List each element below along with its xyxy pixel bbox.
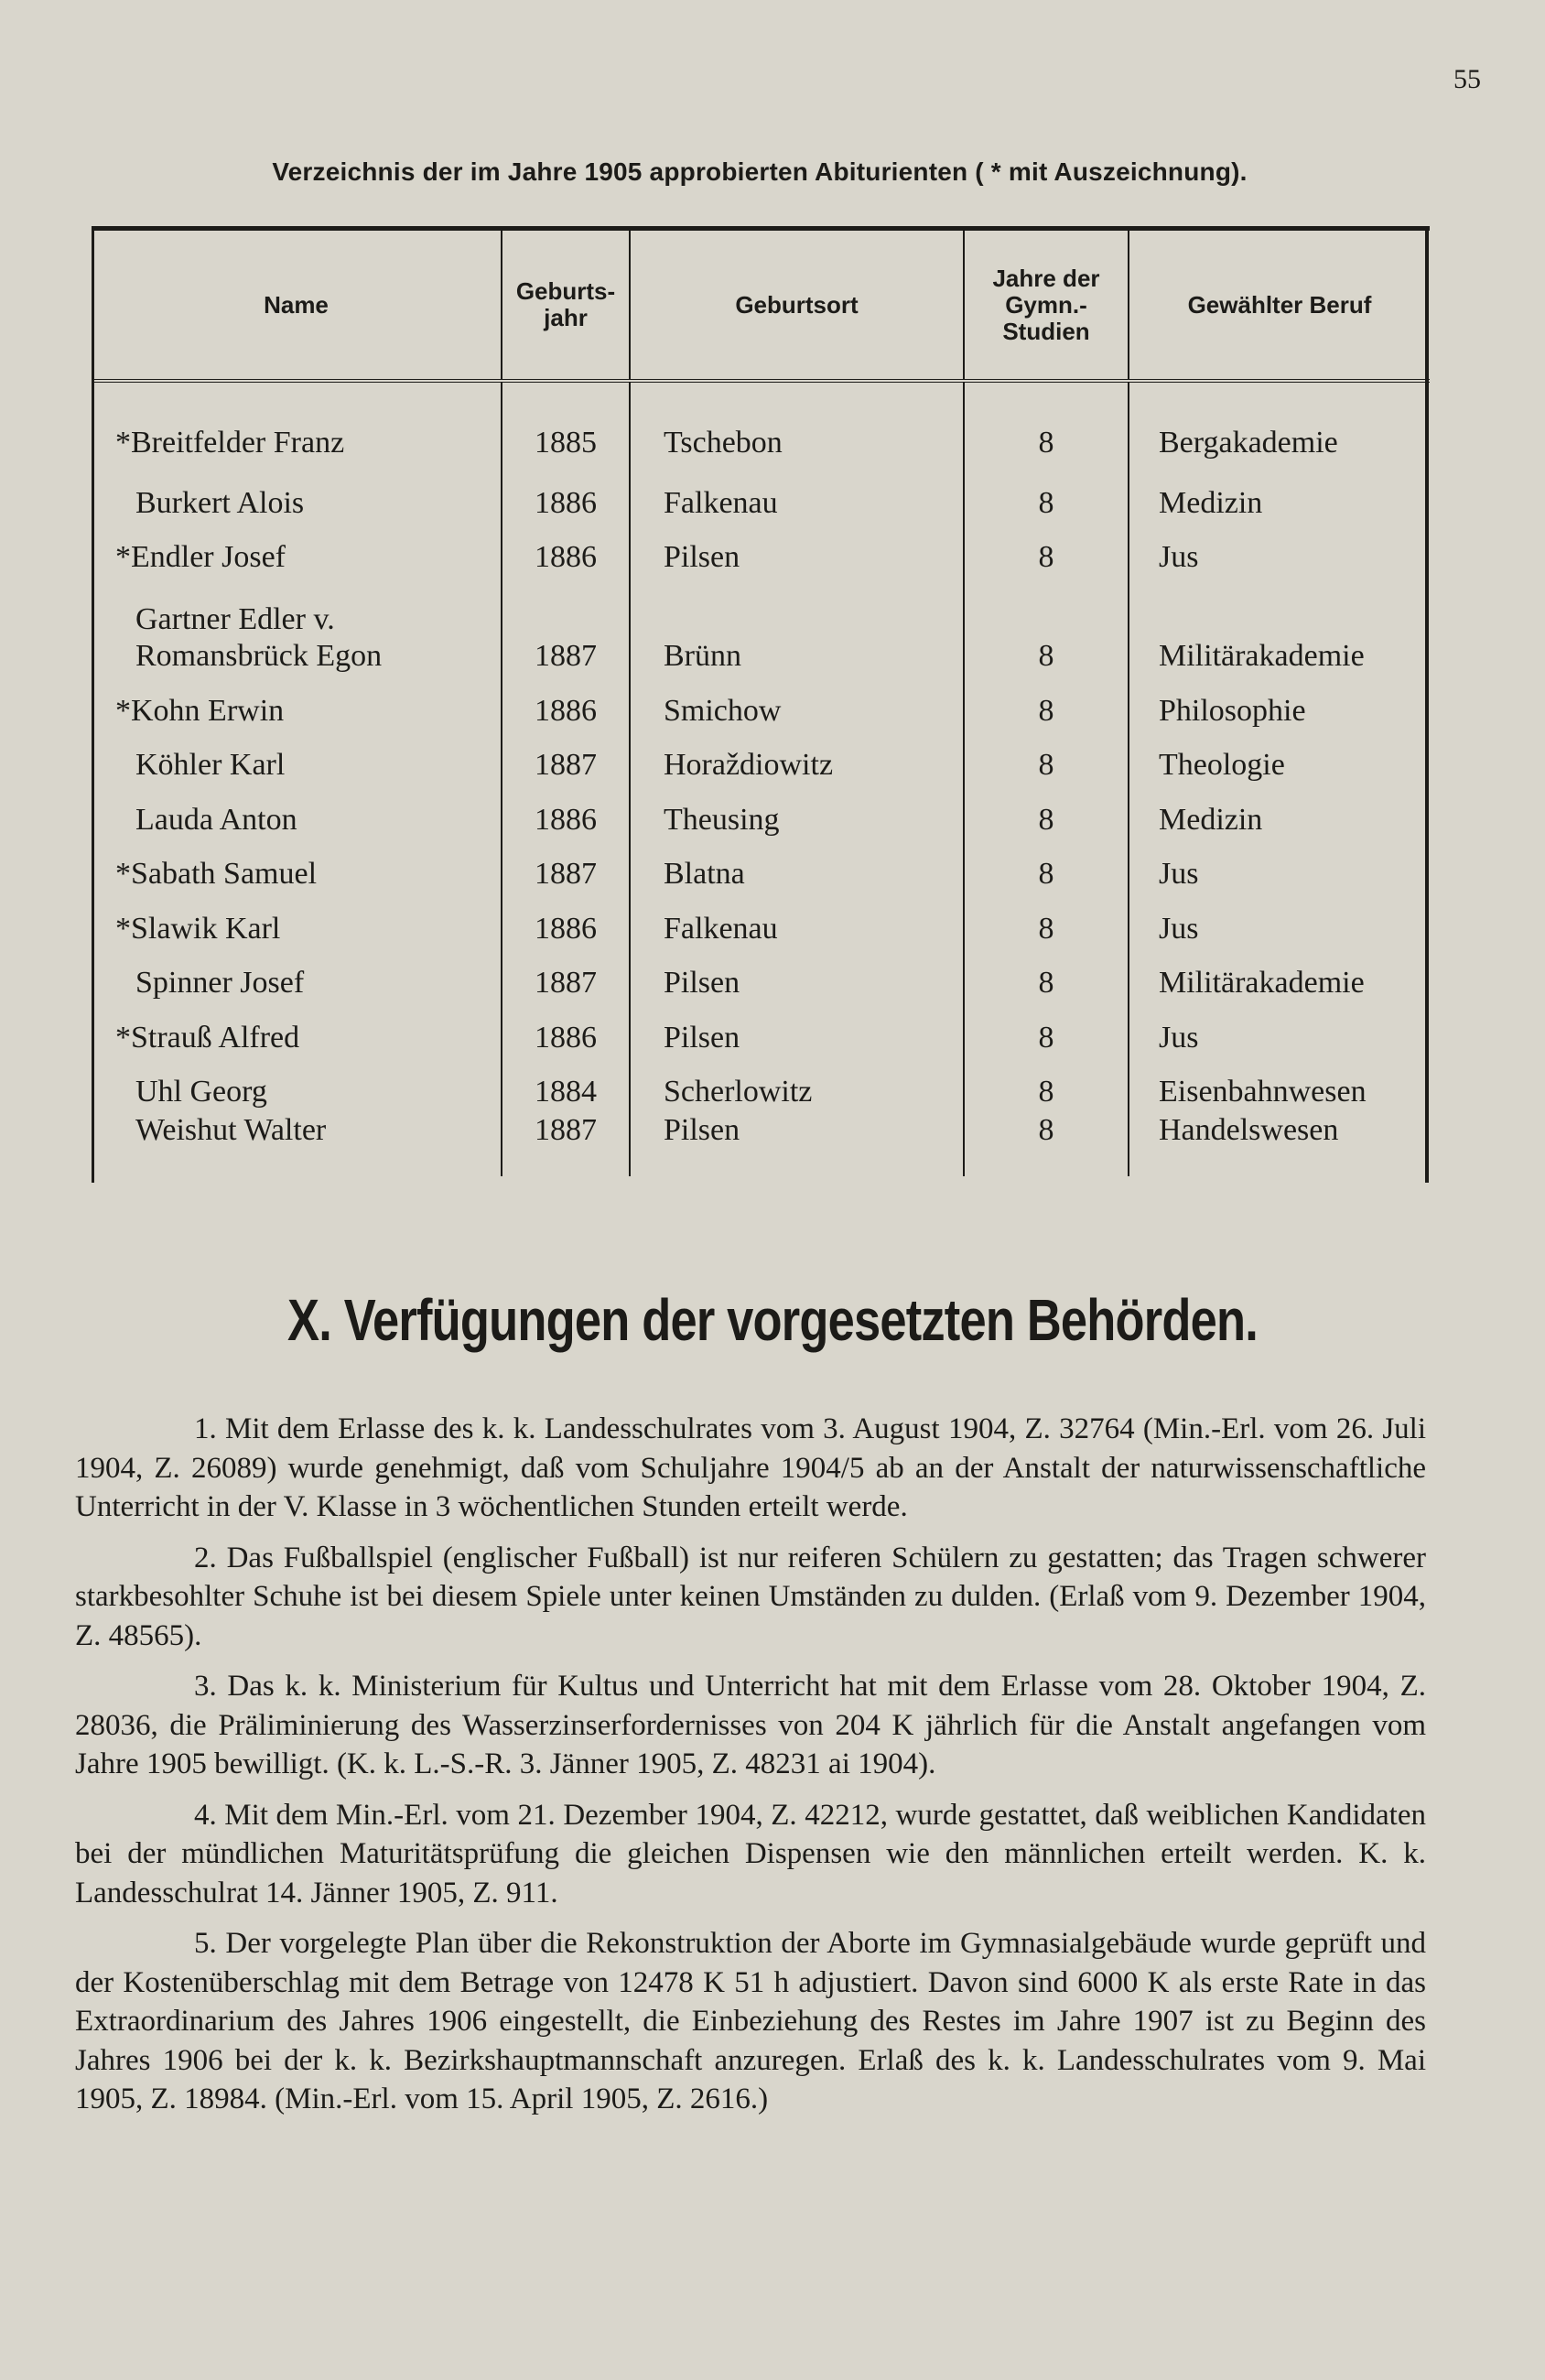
paragraph-5: 5. Der vorgelegte Plan über die Rekonstruktion der Aborte im Gymnasialgebäude wurde geprüft und der Kostenüberschlag mit dem Betrage von 12478 K 51 h adjustiert. Davon sind 6000 K als erste Rate in das Extraordinarium des Jahres 1906 eingestellt, die Einbeziehung des Restes im Jahre 1907 ist zu Beginn des Jahres 1906 bei der k. k. Bezirkshauptmannschaft anzuregen. Erlaß des k. k. Landesschulrates vom 9. Mai 1905, Z. 18984. (Min.-Erl. vom 15. April 1905, Z. 2616.) <box>75 1927 1426 2115</box>
table-header-row <box>92 229 1430 382</box>
cell-name: Spinner Josef <box>92 947 502 1002</box>
cell-birth-year: 1886 <box>502 467 630 522</box>
graduates-table-container <box>92 226 1430 1183</box>
cell-name: Lauda Anton <box>92 784 502 838</box>
cell-study-years: 8 <box>964 675 1129 730</box>
cell-study-years: 8 <box>964 892 1129 947</box>
cell-birth-place: Horaždiowitz <box>630 730 964 784</box>
cell-name: Köhler Karl <box>92 730 502 784</box>
cell-birth-year: 1884 <box>502 1056 630 1111</box>
paragraph-1: 1. Mit dem Erlasse des k. k. Landesschulrates vom 3. August 1904, Z. 32764 (Min.-Erl. vom 26. Juli 1904, Z. 26089) wurde genehmigt, daß vom Schuljahre 1904/5 ab an der Anstalt der naturwissenschaftliche Unterricht in der V. Klasse in 3 wöchentlichen Stunden erteilt werde. <box>75 1412 1426 1523</box>
cell-birth-place: Brünn <box>630 576 964 675</box>
cell-birth-place: Smichow <box>630 675 964 730</box>
section-body <box>75 1410 1426 2131</box>
paragraph-3: 3. Das k. k. Ministerium für Kultus und Unterricht hat mit dem Erlasse vom 28. Oktober 1904, Z. 28036, die Präliminierung des Wasserzinserfordernisses von 204 K jährlich für die Anstalt angefangen vom Jahre 1905 bewilligt. (K. k. L.-S.-R. 3. Jänner 1905, Z. 48231 ai 1904). <box>75 1670 1426 1780</box>
cell-profession: Jus <box>1159 1020 1199 1055</box>
cell-profession: Bergakademie <box>1159 426 1338 460</box>
cell-study-years: 8 <box>964 522 1129 577</box>
table-row <box>92 675 1430 730</box>
cell-birth-place: Scherlowitz <box>630 1056 964 1111</box>
paragraph-4: 4. Mit dem Min.-Erl. vom 21. Dezember 1904, Z. 42212, wurde gestattet, daß weiblichen Kandidaten bei der mündlichen Maturitätsprüfung die gleichen Dispensen wie den männlichen erteilt werden. K. k. Landesschulrat 14. Jänner 1905, Z. 911. <box>75 1798 1426 1909</box>
cell-profession: Theologie <box>1159 748 1285 782</box>
cell-name: *Sabath Samuel <box>92 838 502 893</box>
cell-birth-year: 1886 <box>502 522 630 577</box>
cell-study-years: 8 <box>964 1001 1129 1056</box>
cell-profession: Medizin <box>1159 485 1263 520</box>
header-study-years: Jahre der Gymn.- Studien <box>964 229 1129 382</box>
cell-study-years: 8 <box>964 1056 1129 1111</box>
cell-name <box>92 576 502 675</box>
cell-name: Burkert Alois <box>92 467 502 522</box>
cell-study-years: 8 <box>964 381 1129 467</box>
cell-birth-year: 1886 <box>502 675 630 730</box>
table-title: Verzeichnis der im Jahre 1905 approbierten Abiturienten ( * mit Auszeichnung). <box>272 157 1248 186</box>
table-row <box>92 1001 1430 1056</box>
cell-profession: Jus <box>1159 540 1199 574</box>
cell-birth-place: Pilsen <box>630 1001 964 1056</box>
cell-name: Weishut Walter <box>92 1110 502 1176</box>
cell-study-years: 8 <box>964 947 1129 1002</box>
table-row <box>92 1056 1430 1111</box>
table-row <box>92 838 1430 893</box>
cell-birth-year: 1887 <box>502 730 630 784</box>
cell-study-years: 8 <box>964 730 1129 784</box>
cell-birth-place: Pilsen <box>630 522 964 577</box>
cell-name: Uhl Georg <box>92 1056 502 1111</box>
paragraph-2: 2. Das Fußballspiel (englischer Fußball) ist nur reiferen Schülern zu gestatten; das Tragen schwerer starkbesohlter Schuhe ist bei diesem Spiele unter keinen Umständen zu dulden. (Erlaß vom 9. Dezember 1904, Z. 48565). <box>75 1541 1426 1652</box>
cell-birth-place: Theusing <box>630 784 964 838</box>
table-row <box>92 892 1430 947</box>
page-number: 55 <box>1453 64 1481 94</box>
table-left-rule <box>92 226 94 1183</box>
cell-birth-year: 1887 <box>502 1110 630 1176</box>
header-profession: Gewählter Beruf <box>1129 229 1430 382</box>
cell-profession: Militärakademie <box>1159 639 1365 673</box>
cell-study-years: 8 <box>964 576 1129 675</box>
table-row <box>92 947 1430 1002</box>
cell-study-years: 8 <box>964 467 1129 522</box>
cell-profession: Philosophie <box>1159 693 1306 728</box>
header-birth-place: Geburtsort <box>630 229 964 382</box>
table-row <box>92 1110 1430 1176</box>
graduates-table <box>92 226 1430 1176</box>
cell-birth-year: 1887 <box>502 576 630 675</box>
table-right-rule <box>1425 226 1429 1183</box>
cell-name-line-2: Romansbrück Egon <box>135 639 383 673</box>
header-birth-year: Geburts- jahr <box>502 229 630 382</box>
cell-birth-place: Pilsen <box>630 947 964 1002</box>
cell-profession: Medizin <box>1159 802 1263 837</box>
cell-name: *Strauß Alfred <box>92 1001 502 1056</box>
cell-birth-place: Pilsen <box>630 1110 964 1176</box>
section-heading: X. Verfügungen der vorgesetzten Behörden. <box>287 1287 1258 1353</box>
header-name: Name <box>92 229 502 382</box>
cell-name: *Breitfelder Franz <box>92 381 502 467</box>
cell-study-years: 8 <box>964 1110 1129 1176</box>
cell-name: *Endler Josef <box>92 522 502 577</box>
cell-birth-year: 1887 <box>502 947 630 1002</box>
cell-name-line-1: Gartner Edler v. <box>135 602 335 636</box>
table-row <box>92 381 1430 467</box>
cell-birth-place: Tschebon <box>630 381 964 467</box>
cell-study-years: 8 <box>964 784 1129 838</box>
cell-name: *Kohn Erwin <box>92 675 502 730</box>
cell-birth-year: 1886 <box>502 1001 630 1056</box>
cell-study-years: 8 <box>964 838 1129 893</box>
table-row <box>92 467 1430 522</box>
cell-profession: Jus <box>1159 857 1199 891</box>
table-row <box>92 784 1430 838</box>
table-row <box>92 730 1430 784</box>
cell-profession: Handelswesen <box>1159 1113 1339 1147</box>
cell-profession: Militärakademie <box>1159 966 1365 1000</box>
cell-birth-place: Falkenau <box>630 892 964 947</box>
cell-birth-year: 1885 <box>502 381 630 467</box>
cell-profession: Eisenbahnwesen <box>1159 1075 1367 1109</box>
cell-birth-place: Blatna <box>630 838 964 893</box>
cell-birth-place: Falkenau <box>630 467 964 522</box>
cell-birth-year: 1886 <box>502 892 630 947</box>
table-row <box>92 576 1430 675</box>
cell-profession: Jus <box>1159 911 1199 946</box>
cell-birth-year: 1887 <box>502 838 630 893</box>
cell-name: *Slawik Karl <box>92 892 502 947</box>
cell-birth-year: 1886 <box>502 784 630 838</box>
table-row <box>92 522 1430 577</box>
